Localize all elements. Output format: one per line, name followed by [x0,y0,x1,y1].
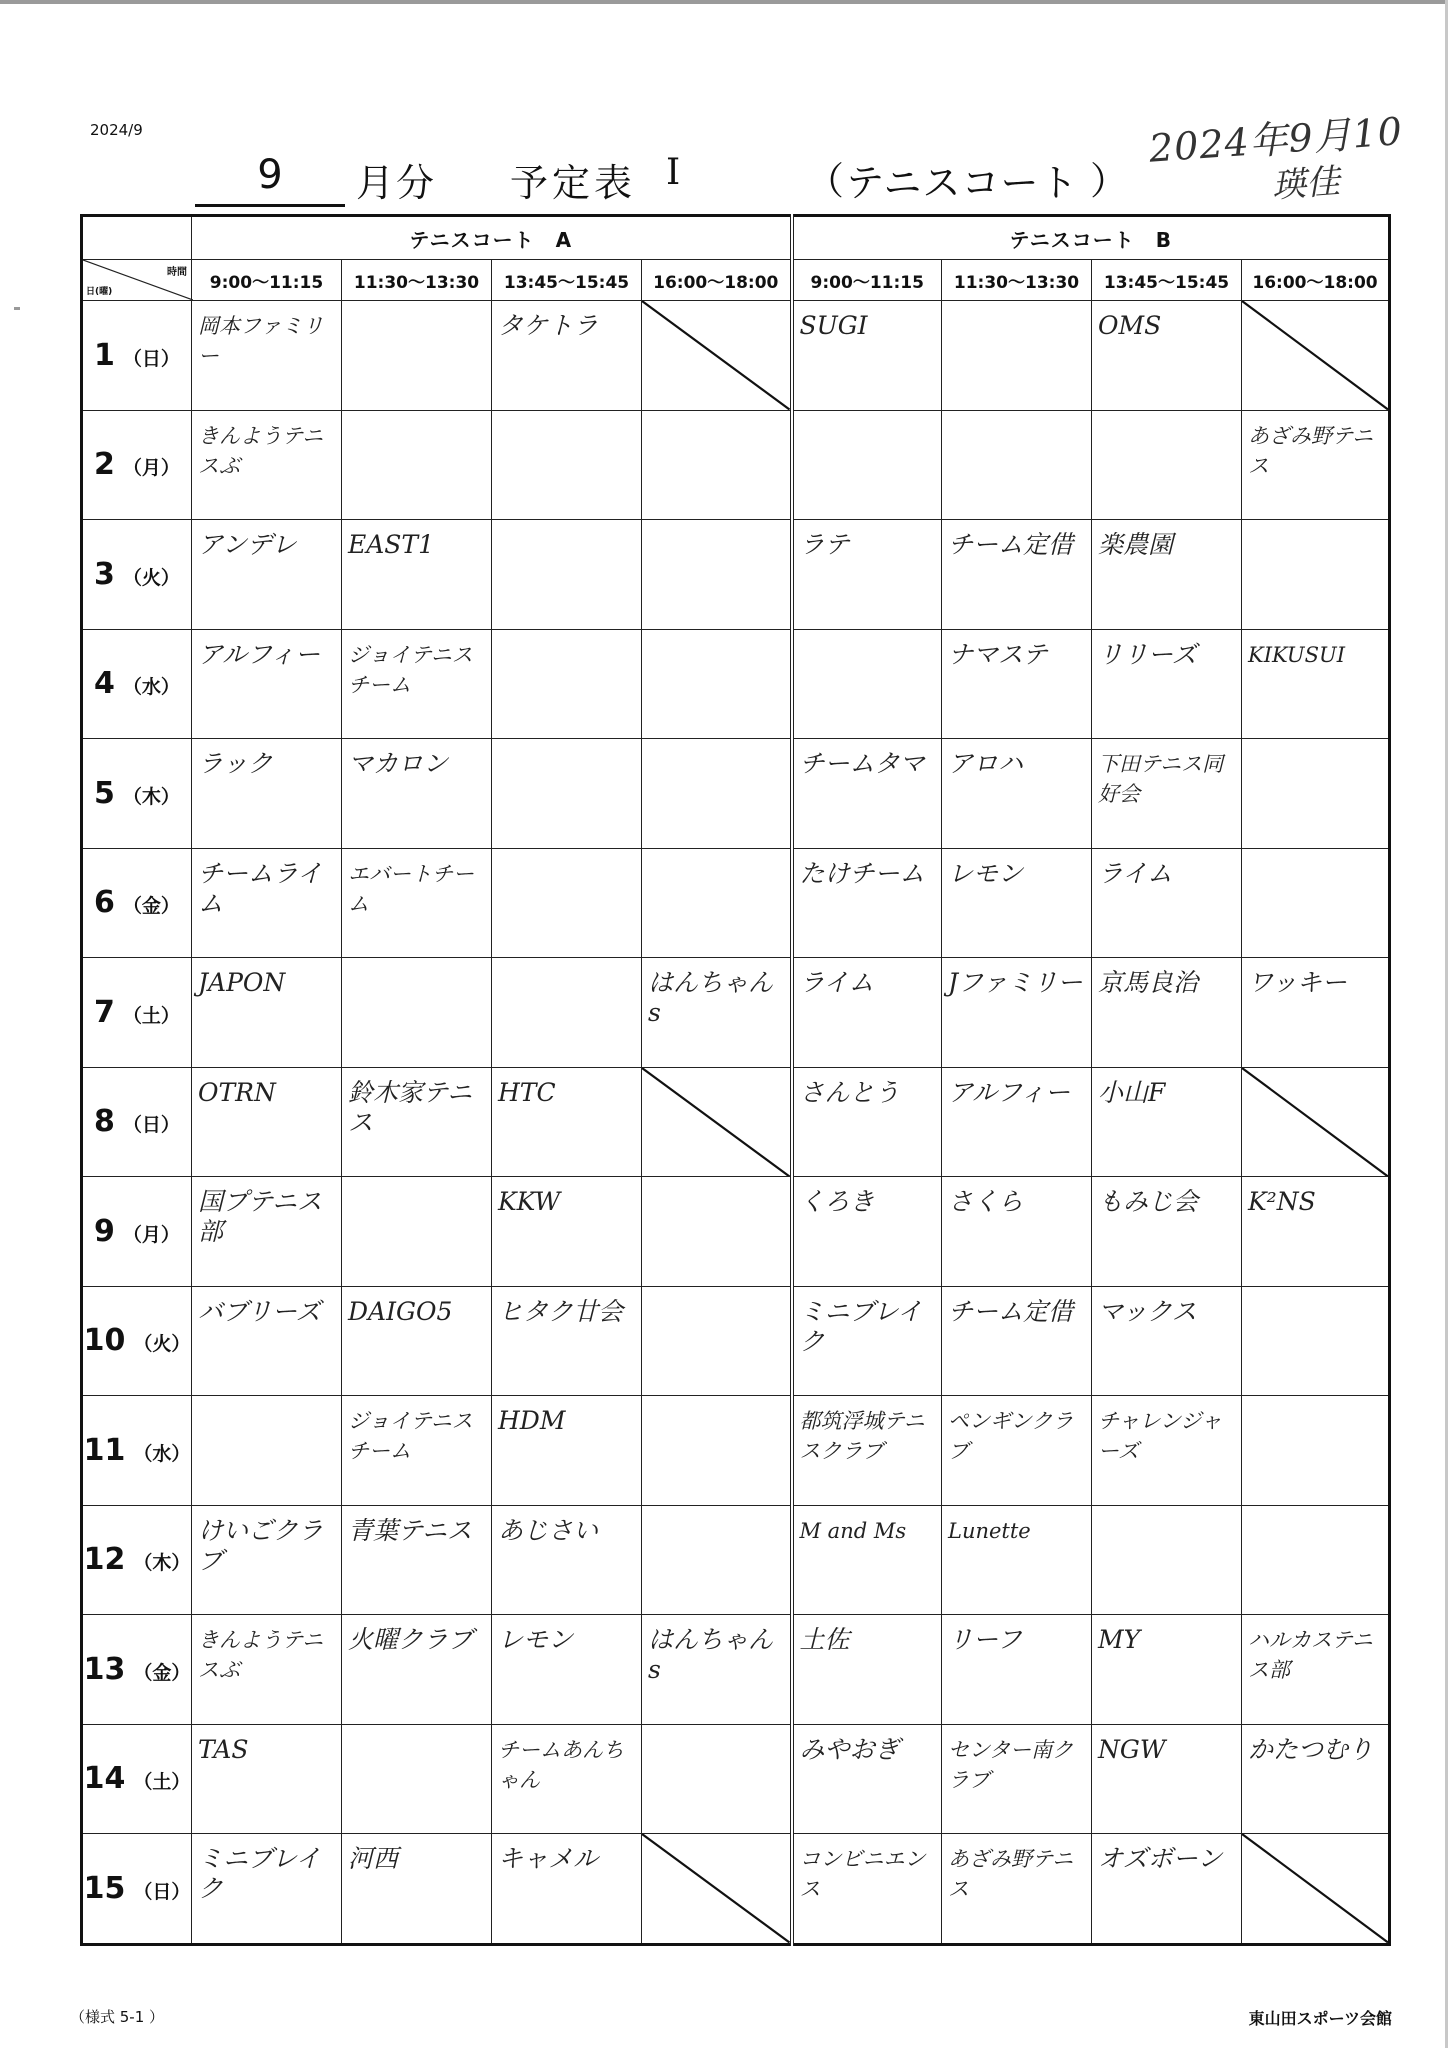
booking-name: あじさい [498,1515,599,1545]
booking-cell [342,301,492,411]
booking-cell [1242,1615,1390,1725]
booking-name: 小山F [1098,1077,1166,1107]
booking-cell [792,1615,942,1725]
booking-name: チーム定借 [948,1296,1074,1326]
slot-header-a-3: 13:45～15:45 [492,260,642,301]
booking-cell [642,1286,792,1396]
day-number: 11 [83,1432,126,1468]
booking-cell [1092,1177,1242,1287]
schedule-body [82,301,1390,1945]
weekday-label: （金） [122,895,180,918]
booking-name: TAS [198,1734,249,1764]
booking-cell [942,1177,1092,1287]
booking-name: オズボーン [1098,1844,1223,1873]
court-b-header: テニスコート B [792,216,1390,260]
booking-name: ハルカステニス部 [1248,1628,1373,1682]
booking-cell [642,739,792,849]
corner-blank [82,216,192,260]
date-cell [82,1615,192,1725]
booking-name: Lunette [948,1518,1031,1543]
closed-slot [1242,1067,1390,1177]
booking-cell [642,520,792,630]
booking-name: ジョイテニスチーム [348,642,473,697]
booking-cell [342,848,492,958]
booking-cell [1242,629,1390,739]
booking-cell [642,958,792,1068]
booking-cell [342,1505,492,1615]
booking-name: レモン [948,858,1024,888]
booking-name: 都筑浮城テニスクラブ [799,1409,925,1463]
booking-cell [1242,520,1390,630]
table-row [82,1505,1390,1615]
booking-name: チャレンジャーズ [1098,1409,1222,1463]
booking-cell [1242,1177,1390,1287]
slot-header-a-4: 16:00～18:00 [642,260,792,301]
booking-cell [642,1505,792,1615]
booking-cell [492,629,642,739]
weekday-label: （火） [133,1333,191,1356]
booking-name: チームあんちゃん [498,1737,624,1792]
booking-cell [642,1177,792,1287]
booking-cell [492,1396,642,1506]
booking-cell [1092,1396,1242,1506]
date-cell [82,1396,192,1506]
day-number: 4 [94,666,115,702]
booking-cell [342,1834,492,1945]
corner-day-label: 日(曜) [86,287,113,297]
schedule-table [80,214,1391,1946]
booking-cell [342,1067,492,1177]
booking-cell [1242,1724,1390,1834]
booking-cell [342,410,492,520]
booking-cell [642,1615,792,1725]
booking-cell [192,1834,342,1945]
booking-name: NGW [1098,1734,1166,1764]
table-row [82,1615,1390,1725]
day-number: 10 [83,1323,126,1359]
booking-name: あざみ野テニス [1248,423,1374,478]
day-number: 3 [94,556,115,592]
booking-name: かたつむり [1248,1734,1374,1764]
booking-name: もみじ会 [1098,1187,1199,1216]
handwritten-note [1147,98,1433,215]
booking-name: ナマステ [948,639,1048,669]
booking-cell [642,1724,792,1834]
booking-name: けいごクラブ [198,1515,324,1575]
slot-header-b-2: 11:30～13:30 [942,260,1092,301]
booking-cell [492,1834,642,1945]
booking-name: レモン [498,1625,574,1654]
booking-name: ミニブレイク [799,1296,923,1356]
month-number: 9 [257,152,283,198]
booking-cell [192,848,342,958]
booking-cell [792,1286,942,1396]
table-row [82,301,1390,411]
closed-slot [642,301,792,411]
table-row [82,1396,1390,1506]
booking-cell [942,410,1092,520]
booking-cell [342,1724,492,1834]
booking-cell [192,410,342,520]
handwritten-date: 2024年9月10 [1147,109,1405,171]
booking-cell [1092,1615,1242,1725]
booking-cell [1242,848,1390,958]
booking-name: ヒタク廿会 [498,1296,624,1326]
closed-slot [1242,301,1390,411]
booking-cell [942,1286,1092,1396]
booking-name: リリーズ [1098,639,1197,669]
month-underline [195,204,345,207]
booking-cell [342,1396,492,1506]
closed-slot-diagonal [1242,1068,1388,1177]
booking-cell [1242,739,1390,849]
booking-cell [1092,739,1242,849]
scan-speck [14,307,20,310]
booking-name: センター南クラブ [948,1737,1074,1792]
date-cell [82,520,192,630]
booking-name: チーム定借 [948,530,1074,559]
booking-cell [192,958,342,1068]
slot-header-a-1: 9:00～11:15 [192,260,342,301]
closed-slot-diagonal [642,301,790,410]
booking-cell [1092,1505,1242,1615]
booking-name: ラック [198,749,273,778]
booking-name: HTC [498,1077,556,1107]
day-number: 7 [94,994,115,1030]
booking-cell [492,301,642,411]
booking-cell [942,1615,1092,1725]
weekday-label: （水） [122,676,180,699]
table-row [82,410,1390,520]
booking-cell [942,629,1092,739]
booking-name: M and Ms [799,1518,907,1543]
booking-cell [192,739,342,849]
booking-cell [192,520,342,630]
footer-form-code: （様式 5-1 ） [70,2008,165,2026]
booking-name: リーフ [948,1625,1022,1654]
booking-name: アンデレ [198,530,297,559]
booking-cell [342,520,492,630]
booking-name: きんようテニスぶ [198,423,324,478]
booking-name: さんとう [799,1077,900,1107]
slot-header-b-1: 9:00～11:15 [792,260,942,301]
booking-cell [942,958,1092,1068]
booking-name: 京馬良治 [1098,968,1199,997]
booking-name: KKW [498,1187,561,1216]
weekday-label: （水） [133,1442,191,1465]
booking-cell [792,520,942,630]
weekday-label: （日） [122,347,180,370]
date-cell [82,301,192,411]
booking-name: ラテ [799,530,850,559]
day-number: 15 [83,1870,126,1906]
booking-cell [192,1177,342,1287]
booking-name: MY [1098,1625,1141,1654]
booking-name: コンビニエンス [799,1847,926,1901]
booking-cell [1092,301,1242,411]
booking-name: ミニブレイク [198,1844,321,1903]
weekday-label: （木） [122,785,180,808]
booking-name: はんちゃんs [648,1625,774,1684]
closed-slot-diagonal [1242,301,1388,410]
booking-name: キャメル [498,1844,599,1873]
booking-cell [492,958,642,1068]
handwritten-name: 瑛佳 [1270,161,1342,207]
booking-cell [192,629,342,739]
booking-cell [192,1286,342,1396]
table-row [82,739,1390,849]
booking-cell [1092,958,1242,1068]
booking-name: たけチーム [799,858,925,888]
closed-slot [642,1067,792,1177]
slot-header-row [82,260,1390,301]
booking-name: KIKUSUI [1248,642,1346,667]
booking-name: アロハ [948,749,1024,778]
booking-name: アルフィー [198,639,321,669]
booking-name: エバートチーム [348,861,474,916]
booking-cell [492,1286,642,1396]
day-number: 8 [94,1104,115,1140]
booking-cell [942,1834,1092,1945]
date-cell [82,739,192,849]
date-stamp: 2024/9 [90,121,143,139]
booking-name: OMS [1098,311,1162,340]
booking-name: OTRN [198,1077,276,1107]
booking-name: 火曜クラブ [348,1625,474,1654]
booking-cell [942,1505,1092,1615]
corner-time-label: 時間 [167,267,187,278]
booking-cell [1092,1067,1242,1177]
table-row [82,958,1390,1068]
booking-cell [192,1615,342,1725]
day-number: 13 [83,1651,126,1687]
booking-cell [792,1724,942,1834]
booking-cell [492,410,642,520]
closed-slot-diagonal [642,1834,790,1943]
booking-name: バブリーズ [198,1296,321,1326]
weekday-label: （金） [133,1661,191,1684]
booking-name: マカロン [348,749,449,778]
weekday-label: （土） [122,1004,180,1027]
paren-open: （ [806,159,845,203]
booking-cell [642,629,792,739]
booking-cell [942,301,1092,411]
booking-cell [1092,1724,1242,1834]
booking-cell [342,1177,492,1287]
booking-cell [492,1724,642,1834]
date-cell [82,1286,192,1396]
date-cell [82,1505,192,1615]
booking-cell [342,739,492,849]
booking-name: ライム [799,968,874,997]
day-number: 9 [94,1213,115,1249]
table-row [82,1286,1390,1396]
booking-cell [192,1396,342,1506]
table-row [82,1067,1390,1177]
weekday-label: （木） [133,1552,191,1575]
booking-name: 楽農園 [1098,530,1174,559]
day-number: 12 [83,1542,126,1578]
booking-cell [1092,410,1242,520]
booking-cell [1242,958,1390,1068]
closed-slot-diagonal [1242,1834,1388,1943]
booking-cell [792,301,942,411]
booking-cell [342,1286,492,1396]
booking-name: JAPON [198,968,286,997]
booking-cell [492,739,642,849]
booking-name: ライム [1098,858,1173,888]
table-row [82,520,1390,630]
date-cell [82,848,192,958]
booking-cell [342,629,492,739]
booking-cell [1242,1396,1390,1506]
footer-organization: 東山田スポーツ会館 [1248,2009,1392,2028]
closed-slot-diagonal [642,1068,790,1177]
closed-slot [1242,1834,1390,1945]
day-number: 14 [83,1761,126,1797]
booking-cell [942,739,1092,849]
booking-cell [192,301,342,411]
booking-cell [342,958,492,1068]
weekday-label: （月） [122,457,180,480]
facility-label: テニスコート [846,161,1079,205]
table-row [82,1177,1390,1287]
booking-name: ペンギンクラブ [948,1409,1074,1463]
booking-name: SUGI [799,311,868,340]
booking-cell [1242,410,1390,520]
booking-cell [792,629,942,739]
day-number: 1 [94,337,115,373]
booking-cell [1092,1286,1242,1396]
booking-cell [942,520,1092,630]
booking-cell [492,1615,642,1725]
booking-name: 岡本ファミリー [198,314,324,368]
booking-name: さくら [948,1187,1024,1216]
booking-name: マックス [1098,1296,1197,1326]
court-header-row [82,216,1390,260]
booking-cell [792,1067,942,1177]
booking-cell [642,410,792,520]
booking-name: 青葉テニス [348,1515,473,1545]
booking-cell [942,1396,1092,1506]
booking-cell [1092,629,1242,739]
weekday-label: （日） [133,1880,191,1903]
date-cell [82,1067,192,1177]
booking-cell [492,1505,642,1615]
form-number: I [666,152,681,193]
date-cell [82,410,192,520]
booking-cell [1242,1505,1390,1615]
booking-name: はんちゃんs [648,968,774,1027]
weekday-label: （土） [133,1771,191,1794]
date-cell [82,958,192,1068]
booking-name: きんようテニスぶ [198,1628,324,1682]
booking-name: 鈴木家テニス [348,1077,473,1137]
booking-cell [492,1067,642,1177]
day-number: 2 [94,447,115,483]
booking-cell [792,410,942,520]
booking-cell [492,848,642,958]
slot-header-b-4: 16:00～18:00 [1242,260,1390,301]
booking-name: チームタマ [799,749,925,778]
booking-cell [1092,520,1242,630]
booking-name: Jファミリー [948,968,1083,997]
booking-cell [1092,848,1242,958]
table-row [82,1724,1390,1834]
booking-cell [942,848,1092,958]
slot-header-b-3: 13:45～15:45 [1092,260,1242,301]
date-cell [82,629,192,739]
booking-name: 土佐 [799,1625,850,1654]
booking-name: くろき [799,1187,875,1216]
schedule-label: 予定表 [510,161,637,205]
corner-cell [82,260,192,301]
booking-cell [792,958,942,1068]
booking-cell [192,1067,342,1177]
booking-cell [942,1724,1092,1834]
booking-cell [492,1177,642,1287]
weekday-label: （火） [122,566,180,589]
weekday-label: （月） [122,1223,180,1246]
court-a-header: テニスコート A [192,216,792,260]
booking-cell [192,1505,342,1615]
booking-name: アルフィー [948,1077,1071,1107]
table-row [82,629,1390,739]
day-number: 5 [94,775,115,811]
booking-name: チームライム [198,858,323,918]
booking-name: 国プテニス部 [198,1187,323,1246]
booking-cell [792,739,942,849]
booking-cell [642,1396,792,1506]
table-row [82,848,1390,958]
booking-cell [1092,1834,1242,1945]
booking-cell [792,848,942,958]
booking-cell [942,1067,1092,1177]
date-cell [82,1177,192,1287]
booking-name: HDM [498,1406,566,1435]
booking-name: みやおぎ [799,1734,900,1764]
paren-close: ） [1090,159,1129,203]
booking-cell [192,1724,342,1834]
booking-cell [1242,1286,1390,1396]
booking-name: ワッキー [1248,968,1347,997]
booking-cell [342,1615,492,1725]
slot-header-a-2: 11:30～13:30 [342,260,492,301]
day-number: 6 [94,885,115,921]
weekday-label: （日） [122,1114,180,1137]
booking-cell [792,1505,942,1615]
booking-name: 河西 [348,1844,399,1873]
booking-name: あざみ野テニス [948,1847,1074,1901]
booking-name: DAIGO5 [348,1296,453,1326]
booking-name: EAST1 [348,530,435,559]
booking-name: K²NS [1248,1187,1316,1216]
date-cell [82,1724,192,1834]
booking-cell [792,1834,942,1945]
month-label: 月分 [356,161,437,205]
booking-name: タケトラ [498,311,599,340]
booking-cell [642,848,792,958]
booking-cell [792,1177,942,1287]
booking-name: ジョイテニスチーム [348,1409,473,1463]
closed-slot [642,1834,792,1945]
booking-cell [792,1396,942,1506]
booking-name: 下田テニス同好会 [1098,752,1224,806]
booking-cell [492,520,642,630]
date-cell [82,1834,192,1945]
table-row [82,1834,1390,1945]
